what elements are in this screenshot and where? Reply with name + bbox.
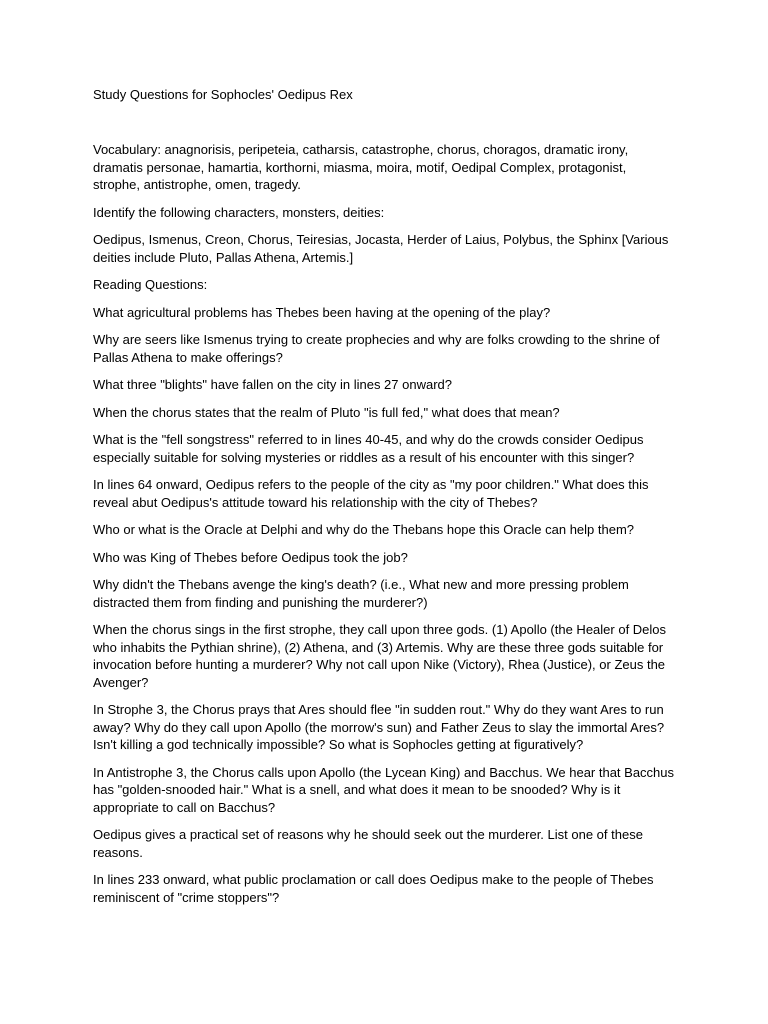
question-paragraph: Oedipus gives a practical set of reasons why he should seek out the murderer. List one of these reasons. (93, 827, 643, 860)
question-paragraph: Who or what is the Oracle at Delphi and why do the Thebans hope this Oracle can help them? (93, 522, 635, 537)
question-paragraph: Why didn't the Thebans avenge the king's death? (i.e., What new and more pressing problem distracted them from finding and punishing the murderer?) (93, 577, 629, 610)
question-paragraph: When the chorus states that the realm of Pluto "is full fed," what does that mean? (93, 404, 560, 420)
identify-heading: Identify the following characters, monsters, deities: (93, 204, 385, 220)
document-title: Study Questions for Sophocles' Oedipus Rex (93, 87, 353, 102)
question-paragraph: In lines 233 onward, what public proclamation or call does Oedipus make to the people of Thebes reminiscent of "crime stoppers"? (93, 872, 654, 905)
question-paragraph: In Strophe 3, the Chorus prays that Ares should flee "in sudden rout." Why do they want Ares to run away? Why do they call upon Apollo (the morrow's sun) and Father Zeus to slay the immortal Ares? Isn't killing a god technically impossible? So what is Sophocles getting at figuratively? (93, 702, 665, 752)
vocabulary-paragraph: Vocabulary: anagnorisis, peripeteia, catharsis, catastrophe, chorus, choragos, dramatic irony, dramatis personae, hamartia, korthorni, miasma, moira, motif, Oedipal Complex, protagonist, strophe, antistrophe, omen, tragedy. (93, 142, 629, 192)
question-paragraph: What three "blights" have fallen on the city in lines 27 onward? (93, 377, 452, 392)
question-paragraph: When the chorus sings in the first strophe, they call upon three gods. (1) Apollo (the Healer of Delos who inhabits the Pythian shrine), (2) Athena, and (3) Artemis. Why are these three gods suitable for invocation before hunting a murderer? Why not call upon Nike (Victory), Rhea (Justice), or Zeus the Avenger? (93, 622, 667, 690)
characters-paragraph: Oedipus, Ismenus, Creon, Chorus, Teiresias, Jocasta, Herder of Laius, Polybus, the Sphinx [Various deities include Pluto, Pallas Athena, Artemis.] (93, 232, 669, 265)
reading-questions-heading: Reading Questions: (93, 277, 208, 292)
question-paragraph: Why are seers like Ismenus trying to create prophecies and why are folks crowding to the shrine of Pallas Athena to make offerings? (93, 332, 660, 365)
question-paragraph: What is the "fell songstress" referred to in lines 40-45, and why do the crowds consider Oedipus especially suitable for solving mysteries or riddles as a result of his encounter with this singer? (93, 432, 644, 465)
question-paragraph: What agricultural problems has Thebes been having at the opening of the play? (93, 304, 551, 320)
question-paragraph: Who was King of Thebes before Oedipus took the job? (93, 549, 408, 565)
question-paragraph: In Antistrophe 3, the Chorus calls upon Apollo (the Lycean King) and Bacchus. We hear that Bacchus has "golden-snooded hair." What is a snell, and what does it mean to be snooded? Why is it appropriate to call on Bacchus? (93, 764, 675, 815)
question-paragraph: In lines 64 onward, Oedipus refers to the people of the city as "my poor children." What does this reveal abut Oedipus's attitude toward his relationship with the city of Thebes? (93, 477, 649, 510)
